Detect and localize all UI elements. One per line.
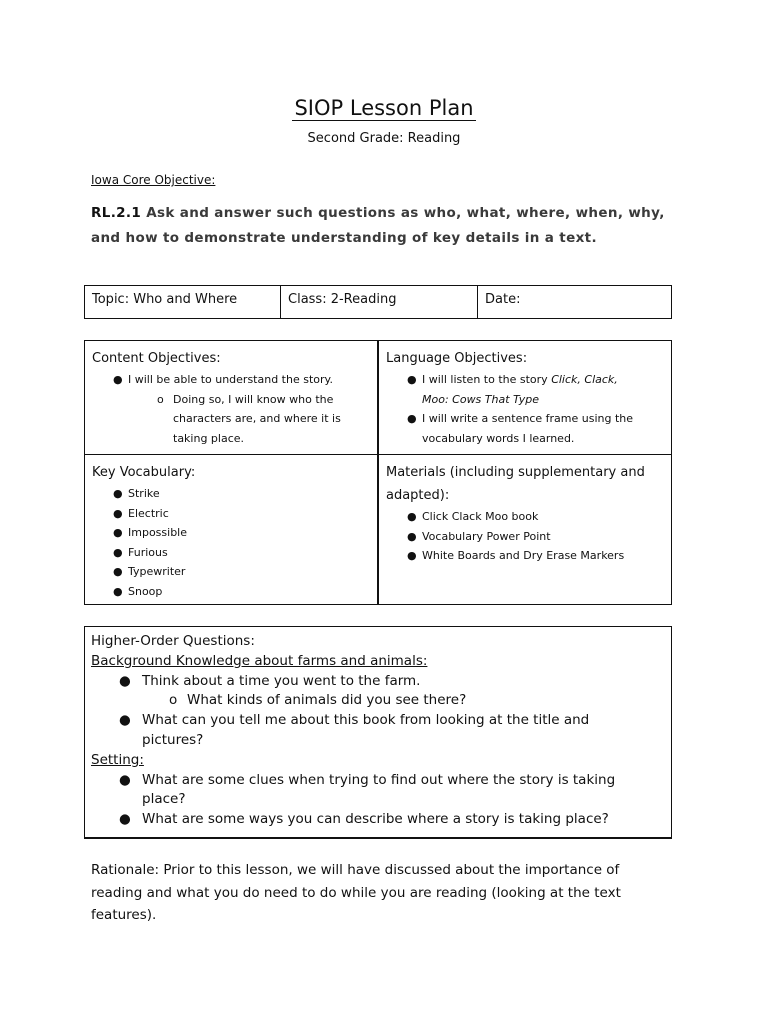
bullet-icon: ● [113,487,123,500]
objective-heading: Iowa Core Objective: [91,173,216,187]
question-item [91,711,671,731]
bullet-icon: ● [113,506,123,520]
bullet-icon: ● [119,712,131,729]
content-subitem-line2: characters are, and where it is [173,412,341,425]
standard-code: RL.2.1 [91,205,142,221]
key-vocabulary-heading: Key Vocabulary: [92,465,196,480]
bullet-icon: ● [113,584,123,598]
materials-heading-line1: Materials (including supplementary and [386,465,645,480]
language-item2-line2: vocabulary words I learned. [422,431,575,445]
vocab-word: Typewriter [128,565,186,578]
list-item-continuation [85,409,377,429]
rationale-line2: reading and what you do need to do while you are reading (looking at the text [91,884,621,901]
material-text: Click Clack Moo book [422,510,539,523]
content-objective-item: I will be able to understand the story. [128,373,333,386]
materials-cell [378,455,672,605]
date-cell: Date: [478,286,672,319]
list-item-continuation [379,390,671,410]
content-objectives-cell [85,341,379,455]
sub-bullet-icon: o [157,392,164,406]
bullet-icon: ● [113,526,123,539]
language-item1-prefix: I will listen to the story [422,373,552,386]
info-table [84,285,672,319]
language-objectives-cell [378,341,672,455]
question-item [91,810,671,830]
bullet-icon: ● [113,565,123,578]
list-item [85,390,377,410]
materials-heading [386,461,664,507]
content-subitem-line1: Doing so, I will know who the [173,392,334,406]
vocab-word: Impossible [128,526,187,539]
question-continuation [91,790,671,810]
vocab-word: Furious [128,545,168,559]
material-item [379,546,671,566]
book-title-part1: Click, Clack, [551,373,618,386]
materials-heading-line2: adapted): [386,488,450,503]
question-item [91,672,671,692]
question-text: What are some clues when trying to find out where the story is taking [142,771,616,788]
book-title-part2: Moo: Cows That Type [422,392,540,406]
bullet-icon: ● [119,771,131,788]
bullet-icon: ● [113,545,123,559]
content-subitem-line3: taking place. [173,431,245,445]
question-text: Think about a time you went to the farm. [142,672,421,689]
bullet-icon: ● [119,672,131,689]
vocab-word: Electric [128,506,169,520]
vocab-item [85,582,377,602]
material-item [379,507,671,527]
rationale-paragraph [91,859,691,927]
question-subtext: What kinds of animals did you see there? [187,692,467,709]
list-item-continuation [85,429,377,449]
list-item-continuation [379,429,671,449]
standard-text-line1: Ask and answer such questions as who, what, where, when, why, [146,205,665,221]
vocab-item [85,504,377,524]
bullet-icon: ● [407,373,417,386]
background-knowledge-heading: Background Knowledge about farms and animals: [91,652,428,669]
vocab-item [85,562,377,582]
bullet-icon: ● [113,373,123,386]
language-objectives-heading: Language Objectives: [386,351,528,366]
bullet-icon: ● [407,510,417,523]
standard-text-line2: and how to demonstrate understanding of key details in a text. [91,230,597,246]
class-cell: Class: 2-Reading [281,286,478,319]
question-item [91,771,671,791]
list-item [379,370,671,390]
bullet-icon: ● [407,412,417,425]
sub-bullet-icon: o [169,692,178,709]
question-text: pictures? [142,731,204,748]
key-vocabulary-cell [85,455,379,605]
material-item [379,527,671,547]
objectives-table [84,340,672,605]
bullet-icon: ● [407,549,417,562]
question-subitem [91,691,671,711]
content-objectives-heading: Content Objectives: [92,351,221,366]
material-text: Vocabulary Power Point [422,529,551,543]
topic-cell: Topic: Who and Where [85,286,281,319]
standard-statement [91,201,691,251]
question-text: What can you tell me about this book from looking at the title and [142,712,590,729]
bullet-icon: ● [407,529,417,543]
vocab-word: Snoop [128,584,163,598]
higher-order-questions-box [84,626,672,839]
page-title [0,94,768,122]
list-item [379,409,671,429]
vocab-item [85,523,377,543]
language-item2-line1: I will write a sentence frame using the [422,412,634,425]
rationale-line3: features). [91,907,157,923]
question-text: place? [142,791,186,808]
page-subtitle: Second Grade: Reading [307,131,461,146]
higher-order-heading: Higher-Order Questions: [91,633,255,649]
vocab-item [85,484,377,504]
title-text: SIOP Lesson Plan [294,96,474,120]
rationale-line1: Rationale: Prior to this lesson, we will have discussed about the importance of [91,862,620,878]
vocab-item [85,543,377,563]
setting-heading: Setting: [91,751,144,768]
material-text: White Boards and Dry Erase Markers [422,549,625,562]
question-continuation [91,731,671,751]
list-item [85,370,377,390]
vocab-word: Strike [128,487,160,500]
bullet-icon: ● [119,811,131,828]
question-text: What are some ways you can describe where a story is taking place? [142,811,609,828]
